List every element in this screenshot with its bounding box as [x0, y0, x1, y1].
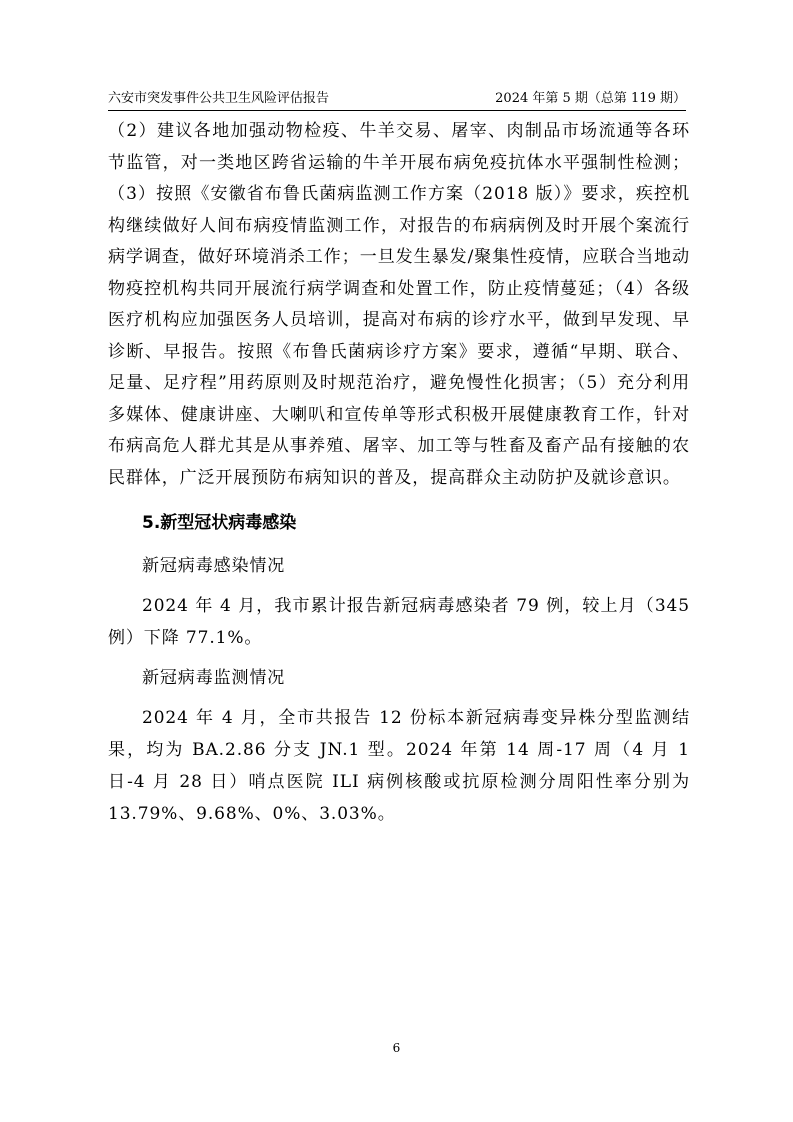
- brucellosis-recommendations-paragraph: （2）建议各地加强动物检疫、牛羊交易、屠宰、肉制品市场流通等各环节监管，对一类地区跨省运输的牛羊开展布病免疫抗体水平强制性检测；（3）按照《安徽省布鲁氏菌病监测工作方案（2018 版）》要求，疾控机构继续做好人间布病疫情监测工作，对报告的布病病例及时开展个案流行病学调查，做好环境消杀工作；一旦发生暴发/聚集性疫情，应联合当地动物疫控机构共同开展流行病学调查和处置工作，防止疫情蔓延；（4）各级医疗机构应加强医务人员培训，提高对布病的诊疗水平，做到早发现、早诊断、早报告。按照《布鲁氏菌病诊疗方案》要求，遵循“早期、联合、足量、足疗程”用药原则及时规范治疗，避免慢性化损害；（5）充分利用多媒体、健康讲座、大喇叭和宣传单等形式积极开展健康教育工作，针对布病高危人群尤其是从事养殖、屠宰、加工等与牲畜及畜产品有接触的农民群体，广泛开展预防布病知识的普及，提高群众主动防护及就诊意识。: [108, 121, 690, 488]
- subheading-infection-status: 新冠病毒感染情况: [142, 556, 286, 576]
- issue-number: 2024 年第 5 期（总第 119 期）: [495, 91, 686, 106]
- document-body: [108, 116, 690, 830]
- page-header: [108, 90, 686, 110]
- monitoring-status-paragraph: 2024 年 4 月，全市共报告 12 份标本新冠病毒变异株分型监测结果，均为 BA.2.86 分支 JN.1 型。2024 年第 14 周-17 周（4 月 1 日-4 月 28 日）哨点医院 ILI 病例核酸或抗原检测分周阳性率分别为 13.79%、9.68%、0%、3.03%。: [108, 708, 690, 824]
- section-heading-covid19: 5.新型冠状病毒感染: [142, 513, 297, 533]
- subheading-monitoring-status: 新冠病毒监测情况: [142, 668, 286, 688]
- infection-status-paragraph: 2024 年 4 月，我市累计报告新冠病毒感染者 79 例，较上月（345 例）下降 77.1%。: [108, 596, 690, 648]
- page-number: 6: [392, 1041, 401, 1055]
- header-divider: [108, 110, 686, 111]
- report-title: 六安市突发事件公共卫生风险评估报告: [108, 91, 330, 106]
